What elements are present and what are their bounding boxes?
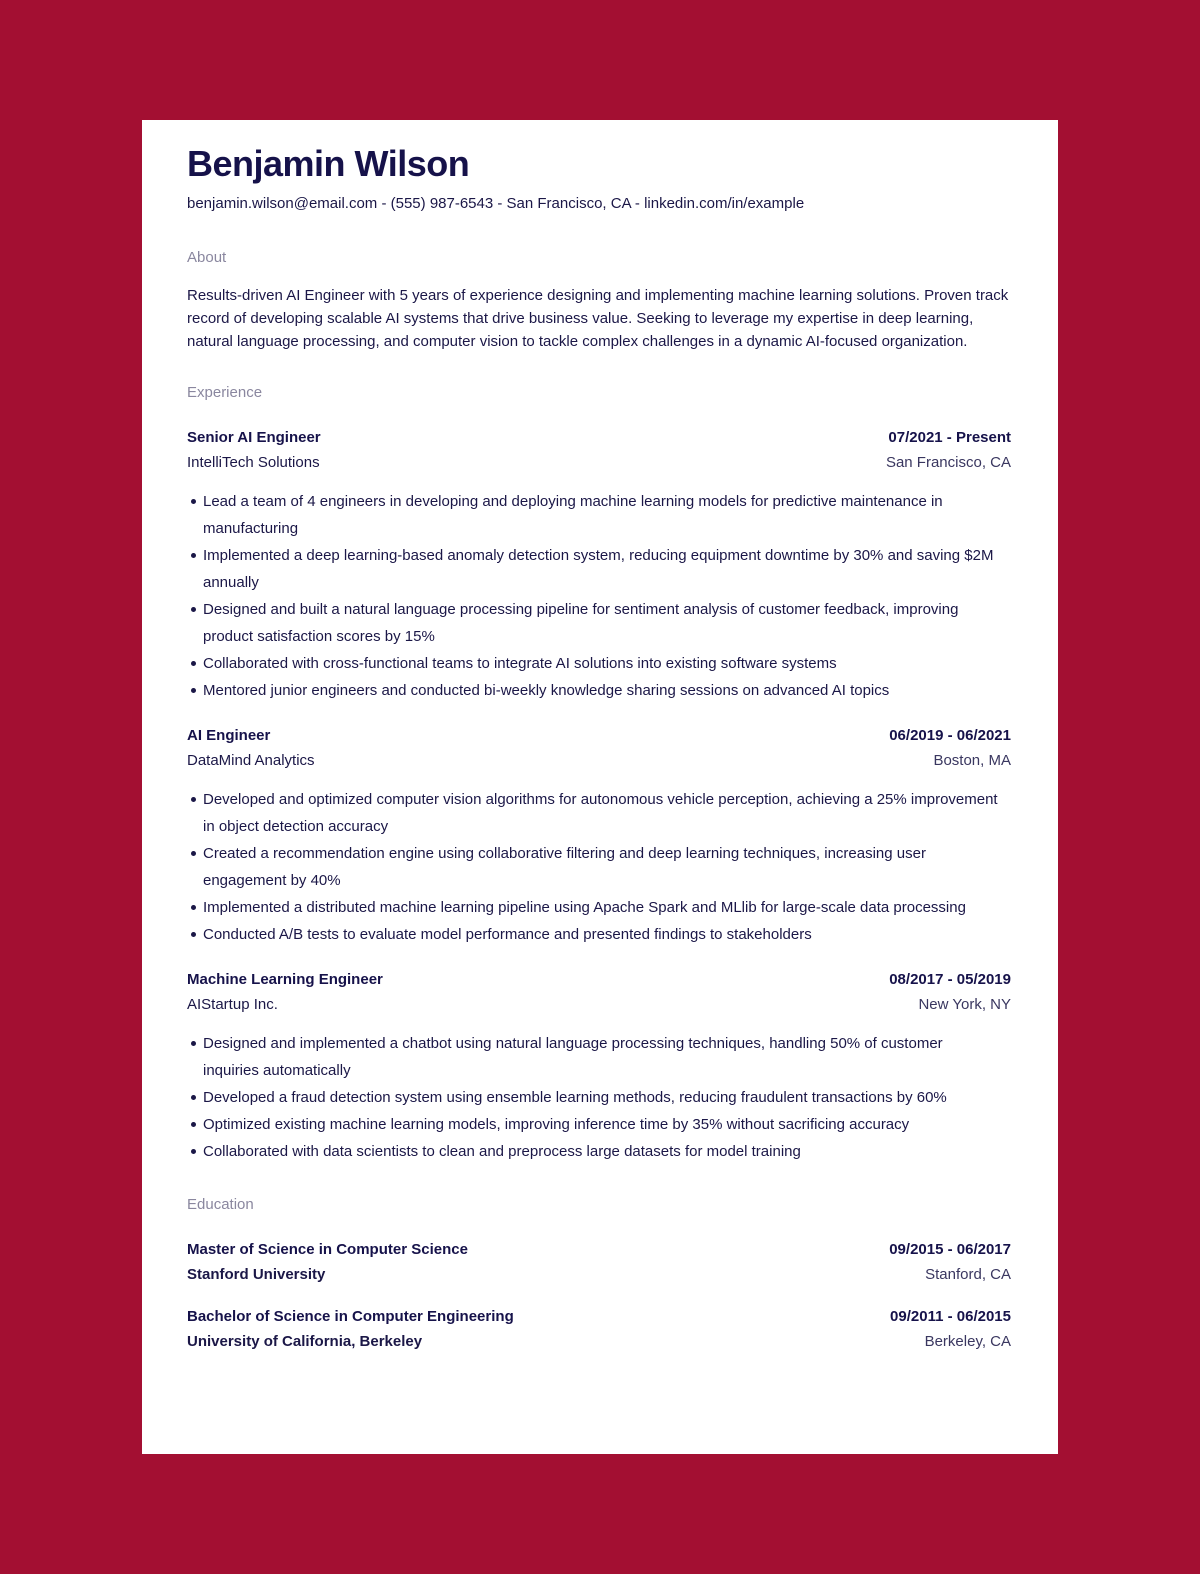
resume-page — [142, 120, 1058, 1454]
job-title: AI Engineer — [187, 727, 271, 744]
job-dates: 06/2019 - 06/2021 — [889, 727, 1011, 744]
job-bullets — [187, 786, 1011, 948]
job-bullet: Developed a fraud detection system using ensemble learning methods, reducing fraudulent transactions by 60% — [203, 1084, 1011, 1111]
job-bullet: Collaborated with cross-functional teams to integrate AI solutions into existing software systems — [203, 650, 1011, 677]
job-location: Boston, MA — [933, 752, 1011, 769]
experience-entry — [187, 726, 1011, 948]
school-name: Stanford University — [187, 1266, 326, 1283]
experience-heading: Experience — [187, 384, 263, 401]
job-bullet: Optimized existing machine learning models, improving inference time by 35% without sacrificing accuracy — [203, 1111, 1011, 1138]
job-company: DataMind Analytics — [187, 752, 315, 769]
education-entry — [187, 1307, 1011, 1352]
school-name: University of California, Berkeley — [187, 1333, 423, 1350]
job-location: San Francisco, CA — [885, 454, 1011, 471]
job-bullet: Implemented a deep learning-based anomaly detection system, reducing equipment downtime by 30% and saving $2M annually — [203, 542, 1011, 596]
job-location: New York, NY — [918, 996, 1011, 1013]
job-bullet: Designed and implemented a chatbot using natural language processing techniques, handling 50% of customer inquiries automatically — [203, 1030, 1011, 1084]
education-dates: 09/2015 - 06/2017 — [889, 1241, 1011, 1258]
job-bullet: Conducted A/B tests to evaluate model performance and presented findings to stakeholders — [203, 921, 1011, 948]
experience-entry — [187, 428, 1011, 704]
job-bullet: Developed and optimized computer vision algorithms for autonomous vehicle perception, achieving a 25% improvement in object detection accuracy — [203, 786, 1011, 840]
job-company: AIStartup Inc. — [187, 996, 278, 1013]
education-entry — [187, 1240, 1011, 1285]
education-dates: 09/2011 - 06/2015 — [890, 1308, 1011, 1325]
education-heading: Education — [187, 1196, 254, 1213]
job-bullet: Created a recommendation engine using collaborative filtering and deep learning techniques, increasing user engagement by 40% — [203, 840, 1011, 894]
job-title: Machine Learning Engineer — [187, 971, 383, 988]
job-bullet: Mentored junior engineers and conducted bi-weekly knowledge sharing sessions on advanced AI topics — [203, 677, 1011, 704]
job-bullet: Implemented a distributed machine learning pipeline using Apache Spark and MLlib for large-scale data processing — [203, 894, 1011, 921]
about-heading: About — [187, 249, 227, 266]
degree-title: Master of Science in Computer Science — [187, 1241, 468, 1258]
about-text: Results-driven AI Engineer with 5 years of experience designing and implementing machine learning solutions. Proven track record of developing scalable AI systems that drive business value. Seeking to leverage my expertise in deep learning, natural language processing, and computer vision to tackle complex challenges in a dynamic AI-focused organization. — [187, 287, 1009, 350]
job-bullets — [187, 488, 1011, 704]
candidate-name: Benjamin Wilson — [187, 143, 470, 184]
degree-title: Bachelor of Science in Computer Engineering — [187, 1308, 514, 1325]
job-bullet: Designed and built a natural language processing pipeline for sentiment analysis of customer feedback, improving product satisfaction scores by 15% — [203, 596, 1011, 650]
job-dates: 08/2017 - 05/2019 — [889, 971, 1011, 988]
job-bullets — [187, 1030, 1011, 1165]
job-bullet: Collaborated with data scientists to clean and preprocess large datasets for model training — [203, 1138, 1011, 1165]
school-location: Stanford, CA — [925, 1266, 1011, 1283]
job-dates: 07/2021 - Present — [888, 429, 1011, 446]
school-location: Berkeley, CA — [924, 1333, 1011, 1350]
job-bullet: Lead a team of 4 engineers in developing and deploying machine learning models for predictive maintenance in manufacturing — [203, 488, 1011, 542]
job-title: Senior AI Engineer — [187, 429, 321, 446]
job-company: IntelliTech Solutions — [187, 454, 320, 471]
experience-entry — [187, 970, 1011, 1165]
contact-line: benjamin.wilson@email.com - (555) 987-6543 - San Francisco, CA - linkedin.com/in/example — [187, 195, 805, 212]
